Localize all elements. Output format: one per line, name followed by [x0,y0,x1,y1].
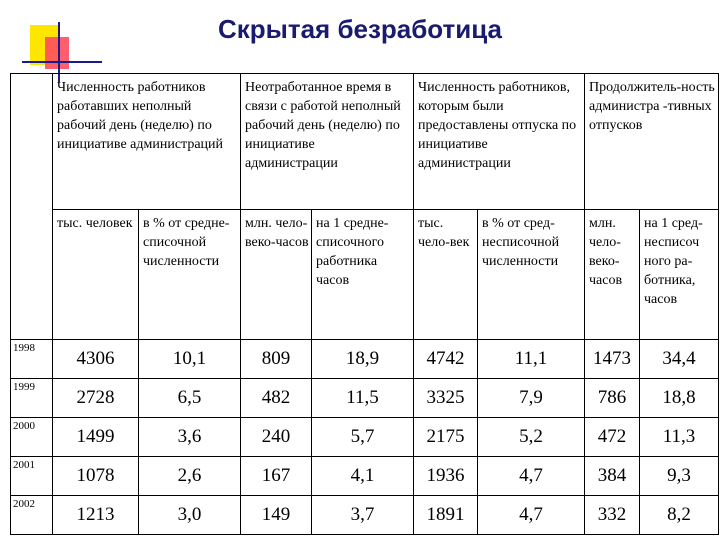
sub-header: тыс. человек [53,210,139,340]
year-cell: 2000 [11,418,53,457]
value-cell: 8,2 [640,496,719,535]
value-cell: 11,5 [312,379,414,418]
group-header: Продолжитель-ность администра -тивных отпусков [585,74,719,210]
value-cell: 18,8 [640,379,719,418]
value-cell: 4,7 [478,457,585,496]
value-cell: 1473 [585,340,640,379]
value-cell: 1499 [53,418,139,457]
year-cell: 2001 [11,457,53,496]
sub-header: в % от средне-списочной численности [139,210,241,340]
table-row [11,340,719,379]
value-cell: 472 [585,418,640,457]
value-cell: 167 [241,457,312,496]
year-cell: 1999 [11,379,53,418]
value-cell: 1078 [53,457,139,496]
value-cell: 10,1 [139,340,241,379]
value-cell: 4,7 [478,496,585,535]
value-cell: 1936 [414,457,478,496]
value-cell: 332 [585,496,640,535]
sub-header: млн. чело-веко-часов [241,210,312,340]
value-cell: 4,1 [312,457,414,496]
sub-header: в % от сред-несписочной численности [478,210,585,340]
value-cell: 786 [585,379,640,418]
value-cell: 4742 [414,340,478,379]
corner-cell [11,74,53,210]
year-cell: 1998 [11,340,53,379]
value-cell: 149 [241,496,312,535]
value-cell: 1213 [53,496,139,535]
year-cell: 2002 [11,496,53,535]
sub-header: тыс. чело-век [414,210,478,340]
table-row [11,496,719,535]
group-header: Неотработанное время в связи с работой неполный рабочий день (неделю) по инициативе администрации [241,74,414,210]
value-cell: 1891 [414,496,478,535]
value-cell: 240 [241,418,312,457]
value-cell: 11,3 [640,418,719,457]
table-row [11,418,719,457]
horizontal-line [22,61,102,63]
value-cell: 5,2 [478,418,585,457]
value-cell: 3,0 [139,496,241,535]
table-row [11,379,719,418]
group-header: Численность работников, которым были предоставлены отпуска по инициативе администрации [414,74,585,210]
value-cell: 11,1 [478,340,585,379]
unemployment-table [10,73,719,535]
value-cell: 2175 [414,418,478,457]
value-cell: 2728 [53,379,139,418]
value-cell: 9,3 [640,457,719,496]
value-cell: 7,9 [478,379,585,418]
value-cell: 5,7 [312,418,414,457]
value-cell: 34,4 [640,340,719,379]
value-cell: 482 [241,379,312,418]
sub-header: на 1 сред-несписоч ного ра-ботника, часов [640,210,719,340]
sub-header: на 1 средне-списочного работника часов [312,210,414,340]
sub-header-row [11,210,719,340]
value-cell: 18,9 [312,340,414,379]
value-cell: 3,7 [312,496,414,535]
value-cell: 3325 [414,379,478,418]
value-cell: 809 [241,340,312,379]
value-cell: 384 [585,457,640,496]
value-cell: 2,6 [139,457,241,496]
group-header: Численность работников работавших неполный рабочий день (неделю) по инициативе администраций [53,74,241,210]
page-title: Скрытая безработица [217,14,503,44]
sub-header: млн. чело-веко-часов [585,210,640,340]
table-row [11,457,719,496]
value-cell: 6,5 [139,379,241,418]
value-cell: 3,6 [139,418,241,457]
corner-cell [11,210,53,340]
group-header-row [11,74,719,210]
value-cell: 4306 [53,340,139,379]
